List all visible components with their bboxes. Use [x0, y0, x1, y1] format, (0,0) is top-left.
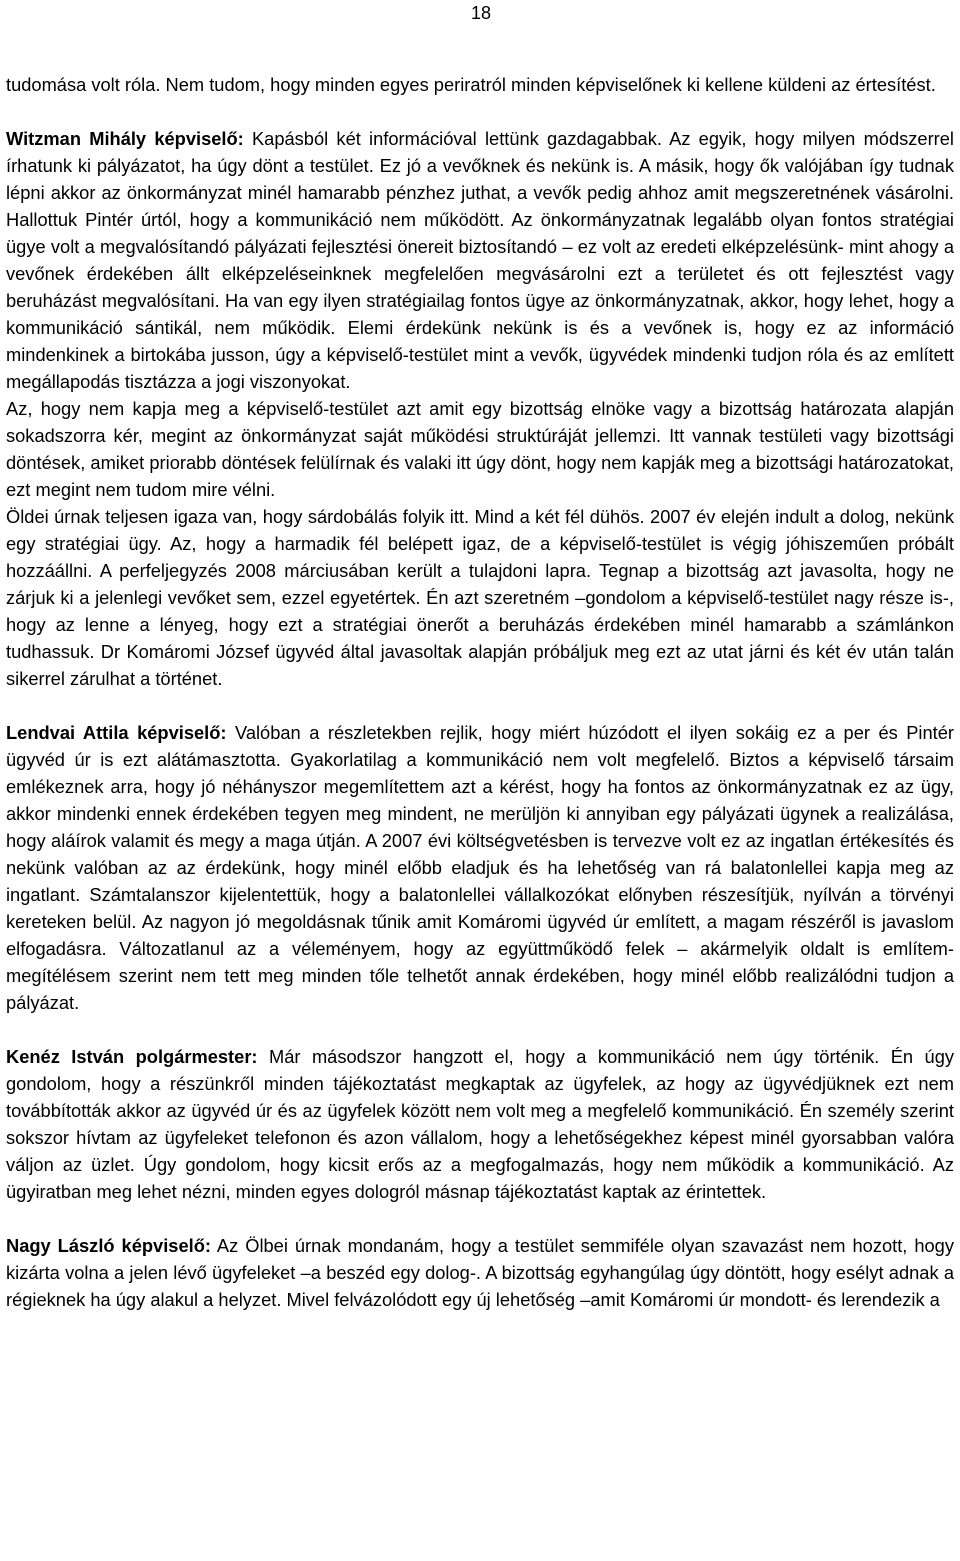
- paragraph-text: Öldei úrnak teljesen igaza van, hogy sárdobálás folyik itt. Mind a két fél dühös. 2007 év elején indult a dolog, nekünk egy stratégiai ügy. Az, hogy a harmadik fél belépett igaz, de a képviselő-testület is végig jóhiszeműen próbált hozzáállni. A perfeljegyzés 2008 márciusában került a tulajdoni lapra. Tegnap a bizottság azt javasolta, hogy ne zárjuk ki a jelenlegi vevőket sem, ezzel egyetértek. Én azt szeretném –gondolom a képviselő-testület nagy része is-, hogy az lenne a lényeg, hogy ezt a stratégiai önerőt a beruházás érdekében minél hamarabb a számlánkon tudhassuk. Dr Komáromi József ügyvéd által javasoltak alapján próbáljuk meg ezt az utat járni és két év után talán sikerrel zárulhat a történet.: [6, 506, 954, 689]
- paragraph-nagy: [6, 1232, 954, 1313]
- speaker-name: Witzman Mihály képviselő:: [6, 128, 244, 149]
- paragraph-witzman-3: [6, 503, 954, 692]
- paragraph-text: Az, hogy nem kapja meg a képviselő-testület azt amit egy bizottság elnöke vagy a bizottság határozata alapján sokadszorra kér, megint az önkormányzat saját működési struktúráját jellemzi. Itt vannak testületi vagy bizottsági döntések, amiket priorabb döntések felülírnak és valaki itt úgy dönt, hogy nem kapják meg a bizottsági határozatokat, ezt megint nem tudom mire vélni.: [6, 398, 954, 500]
- paragraph-text: Az Ölbei úrnak mondanám, hogy a testület semmiféle olyan szavazást nem hozott, hogy kizárta volna a jelen lévő ügyfeleket –a beszéd egy dolog-. A bizottság egyhangúlag úgy döntött, hogy esélyt adnak a régieknek ha úgy alakul a helyzet. Mivel felvázolódott egy új lehetőség –amit Komáromi úr mondott- és lerendezik a: [6, 1235, 954, 1310]
- paragraph-witzman: [6, 125, 954, 395]
- paragraph-text: Már másodszor hangzott el, hogy a kommunikáció nem úgy történik. Én úgy gondolom, hogy a részünkről minden tájékoztatást megkaptak az ügyfelek, az hogy az ügyvédjüknek ezt nem továbbították akkor az ügyvéd úr és az ügyfelek között nem volt meg a megfelelő kommunikáció. Én személy szerint sokszor hívtam az ügyfeleket telefonon és azon vállalom, hogy a lehetőségekhez képest minél gyorsabban valóra váljon az üzlet. Úgy gondolom, hogy kicsit erős az a megfogalmazás, hogy nem működik a kommunikáció. Az ügyiratban meg lehet nézni, minden egyes dologról másnap tájékoztatást kaptak az érintettek.: [6, 1046, 954, 1202]
- paragraph-witzman-2: [6, 395, 954, 503]
- paragraph-spacer: [6, 1016, 954, 1043]
- page-number: 18: [470, 3, 492, 23]
- paragraph-text: Valóban a részletekben rejlik, hogy miért húzódott el ilyen sokáig ez a per és Pintér ügyvéd úr is ezt alátámasztotta. Gyakorlatilag a kommunikáció nem volt megfelelő. Biztos a képviselő társaim emlékeznek arra, hogy jó néhányszor megemlítettem azt a kérést, hogy ha fontos az önkormányzatnak ez az ügy, akkor mindenki ennek érdekében tegyen meg mindent, ne merüljön ki annyiban egy pályázati ügynek a realizálása, hogy aláírok valamit és megy a maga útján. A 2007 évi költségvetésben is tervezve volt ez az ingatlan értékesítés és nekünk valóban az az érdekünk, hogy minél előbb eladjuk és ha lehetőség van rá balatonlellei kapja meg az ingatlant. Számtalanszor kijelentettük, hogy a balatonlellei vállalkozókat előnyben részesítjük, nyílván a törvényi kereteken belül. Az nagyon jó megoldásnak tűnik amit Komáromi ügyvéd úr említett, a magam részéről is javaslom elfogadásra. Változatlanul az a véleményem, hogy az együttműködő felek – akármelyik oldalt is említem- megítélésem szerint nem tett meg minden tőle telhetőt annak érdekében, hogy minél előbb realizálódni tudjon a pályázat.: [6, 722, 954, 1013]
- speaker-name: Kenéz István polgármester:: [6, 1046, 258, 1067]
- paragraph-text: tudomása volt róla. Nem tudom, hogy minden egyes periratról minden képviselőnek ki kellene küldeni az értesítést.: [6, 74, 936, 95]
- paragraph-text: Kapásból két információval lettünk gazdagabbak. Az egyik, hogy milyen módszerrel írhatunk ki pályázatot, ha úgy dönt a testület. Ez jó a vevőknek és nekünk is. A másik, hogy ők valójában így tudnak lépni akkor az önkormányzat minél hamarabb pénzhez juthat, a vevők pedig ahhoz amit megszeretnének vásárolni. Hallottuk Pintér úrtól, hogy a kommunikáció nem működött. Az önkormányzatnak legalább olyan fontos stratégiai ügye volt a megvalósítandó pályázati fejlesztési önereit biztosítandó – ez volt az eredeti elképzelésünk- mint ahogy a vevőnek érdekében állt elképzeléseinknek megfelelően megvásárolni ezt a területet és ott fejlesztést vagy beruházást megvalósítani. Ha van egy ilyen stratégiailag fontos ügye az önkormányzatnak, akkor, hogy lehet, hogy a kommunikáció sántikál, nem működik. Elemi érdekünk nekünk is és a vevőnek is, hogy ez az információ mindenkinek a birtokába jusson, úgy a képviselő-testület mint a vevők, ügyvédek mindenki tudjon róla és az említett megállapodás tisztázza a jogi viszonyokat.: [6, 128, 954, 392]
- speaker-name: Nagy László képviselő:: [6, 1235, 211, 1256]
- paragraph-kenez: [6, 1043, 954, 1205]
- paragraph-lendvai: [6, 719, 954, 1016]
- paragraph-spacer: [6, 692, 954, 719]
- speaker-name: Lendvai Attila képviselő:: [6, 722, 227, 743]
- document-body: [6, 71, 954, 1313]
- paragraph-spacer: [6, 98, 954, 125]
- paragraph-spacer: [6, 1205, 954, 1232]
- paragraph-continuation: [6, 71, 954, 98]
